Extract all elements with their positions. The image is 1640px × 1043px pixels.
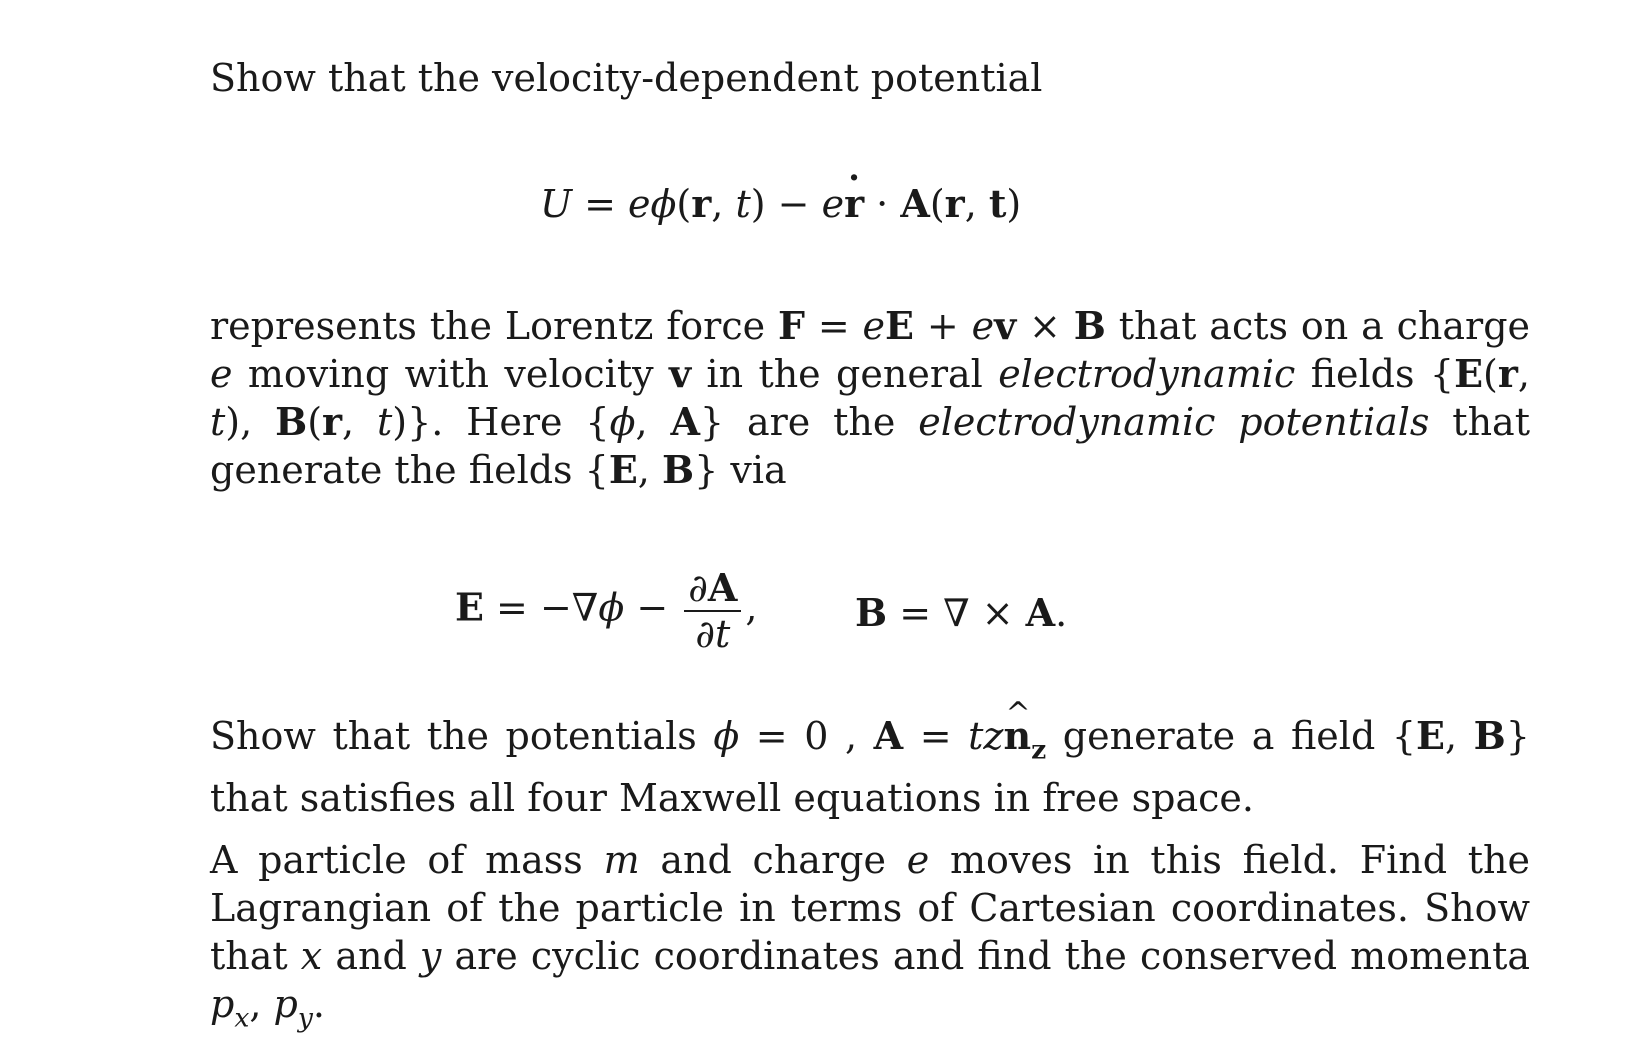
potential-equation: U = eϕ(r, t) − er · · A(r, t) bbox=[540, 180, 1021, 228]
potential-equation-block bbox=[210, 102, 1530, 302]
intro-sentence: Show that the velocity-dependent potential bbox=[210, 56, 1043, 100]
document-page bbox=[210, 54, 1530, 1043]
electric-field-equation: E = −∇ϕ − $\frac{\partial A}{\partial t}$ , bbox=[455, 565, 758, 656]
partial-fraction: $\frac{\partial A}{\partial t}$ bbox=[684, 566, 741, 656]
potentials-paragraph: Show that the potentials ϕ = 0 , A = tzn $\^{}_z$ generate a field {E, B} that satisfies all four Maxwell equations in free space. bbox=[210, 712, 1530, 822]
particle-paragraph: A particle of mass m and charge e moves in this field. Find the Lagrangian of the particle in terms of Cartesian coordinates. Show that x and y are cyclic coordinates and find the conserved momenta $p_x$, $p_y$. bbox=[210, 838, 1531, 1034]
field-equations-block bbox=[210, 494, 1530, 712]
lorentz-paragraph: represents the Lorentz force F = eE + ev × B that acts on a charge e moving with velocity v in the general electrodynamic fields {E(r, t), B(r, t)}. Here {ϕ, A} are the electrodynamic potentials that generate the fields {E, B} via bbox=[210, 303, 1531, 492]
magnetic-field-equation: B = ∇ × A. bbox=[855, 590, 1068, 635]
